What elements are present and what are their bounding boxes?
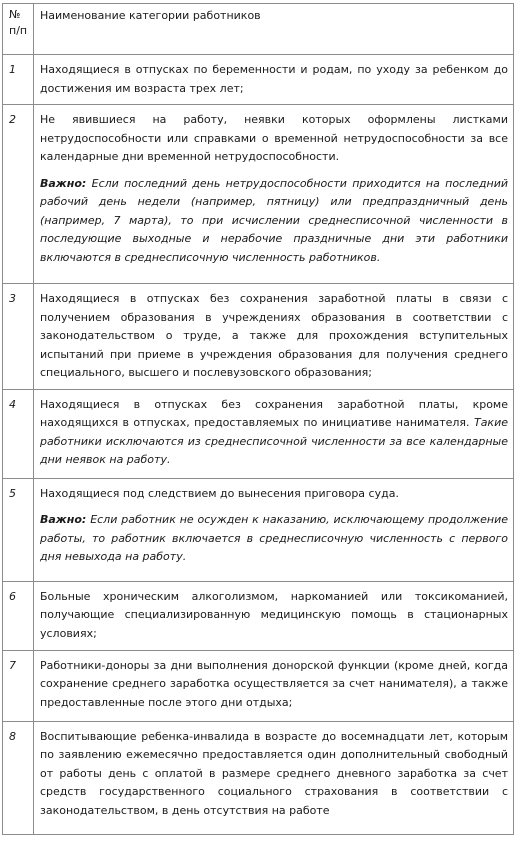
row-text-cell — [34, 389, 514, 478]
row-number: 8 — [3, 721, 34, 835]
table-row — [3, 55, 514, 105]
row-text: Работники-доноры за дни выполнения донорской функции (кроме дней, когда сохранение среднего заработка осуществляется за счет нанимателя), а также предоставленные после этого дни отдыха; — [40, 658, 508, 709]
row-number: 5 — [3, 478, 34, 581]
important-note — [40, 511, 508, 567]
row-number: 4 — [3, 389, 34, 478]
row-text-cell — [34, 650, 514, 721]
number-abbrev: п/п — [9, 24, 28, 37]
table-header-row — [3, 4, 514, 55]
important-note-text: Если последний день нетрудоспособности приходится на последний рабочий день недели (например, пятницу) или предпраздничный день (например, 7 марта), то при исчислении среднесписочной численности в последующие выходные и нерабочие праздничные дни эти работники включаются в среднесписочную численность работников. — [40, 176, 508, 264]
category-column-header: Наименование категории работников — [34, 4, 514, 55]
table-row — [3, 284, 514, 390]
row-text-cell — [34, 105, 514, 284]
important-note-text: Если работник не осужден к наказанию, исключающему продолжение работы, то работник включается в среднесписочную численность с первого дня невыхода на работу. — [40, 513, 509, 563]
important-note-label: Важно: — [40, 513, 87, 526]
important-note-label: Важно: — [40, 176, 87, 190]
row-number: 3 — [3, 284, 34, 390]
row-text — [40, 396, 508, 470]
row-number: 7 — [3, 650, 34, 721]
row-text: Больные хроническим алкоголизмом, наркоманией или токсикоманией, получающие специализированную медицинскую помощь в стационарных условиях; — [40, 589, 508, 640]
table-row — [3, 389, 514, 478]
row-text: Находящиеся в отпусках по беременности и родам, по уходу за ребенком до достижения им возраста трех лет; — [40, 63, 508, 95]
table-row — [3, 105, 514, 284]
row-text-cell — [34, 478, 514, 581]
row-text: Не явившиеся на работу, неявки которых оформлены листками нетрудоспособности или справками о временной нетрудоспособности за все календарные дни временной нетрудоспособности. — [40, 113, 508, 163]
row-text-italic: Такие работники исключаются из среднесписочной численности за все календарные дни неявок на работу. — [40, 416, 508, 466]
worker-categories-table — [2, 3, 514, 835]
row-number: 6 — [3, 581, 34, 650]
table-row — [3, 478, 514, 581]
row-number: 1 — [3, 55, 34, 105]
number-column-header — [3, 4, 34, 55]
row-text: Находящиеся в отпусках без сохранения заработной платы в связи с получением образования в учреждениях образования в соответствии с законодательством о труде, а также для прохождения вступительных испытаний при приеме в учреждения образования для получения среднего специального, высшего и послевузовского образования; — [40, 292, 508, 379]
row-text-regular: Находящиеся в отпусках без сохранения заработной платы, кроме находящихся в отпусках, предоставляемых по инициативе нанимателя. — [40, 397, 508, 429]
row-text-cell — [34, 55, 514, 105]
table-row — [3, 650, 514, 721]
row-text-cell — [34, 284, 514, 390]
row-text: Находящиеся под следствием до вынесения приговора суда. — [40, 486, 399, 500]
row-text-cell — [34, 721, 514, 835]
table-row — [3, 581, 514, 650]
row-text-cell — [34, 581, 514, 650]
row-number: 2 — [3, 105, 34, 284]
table-row — [3, 721, 514, 835]
number-sign: № — [9, 8, 21, 21]
important-note — [40, 175, 508, 268]
row-text: Воспитывающие ребенка-инвалида в возрасте до восемнадцати лет, которым по заявлению ежемесячно предоставляется один дополнительный свободный от работы день с оплатой в размере среднего дневного заработка за счет средств государственного социального страхования в соответствии с законодательством, в день отсутствия на работе — [40, 729, 508, 817]
